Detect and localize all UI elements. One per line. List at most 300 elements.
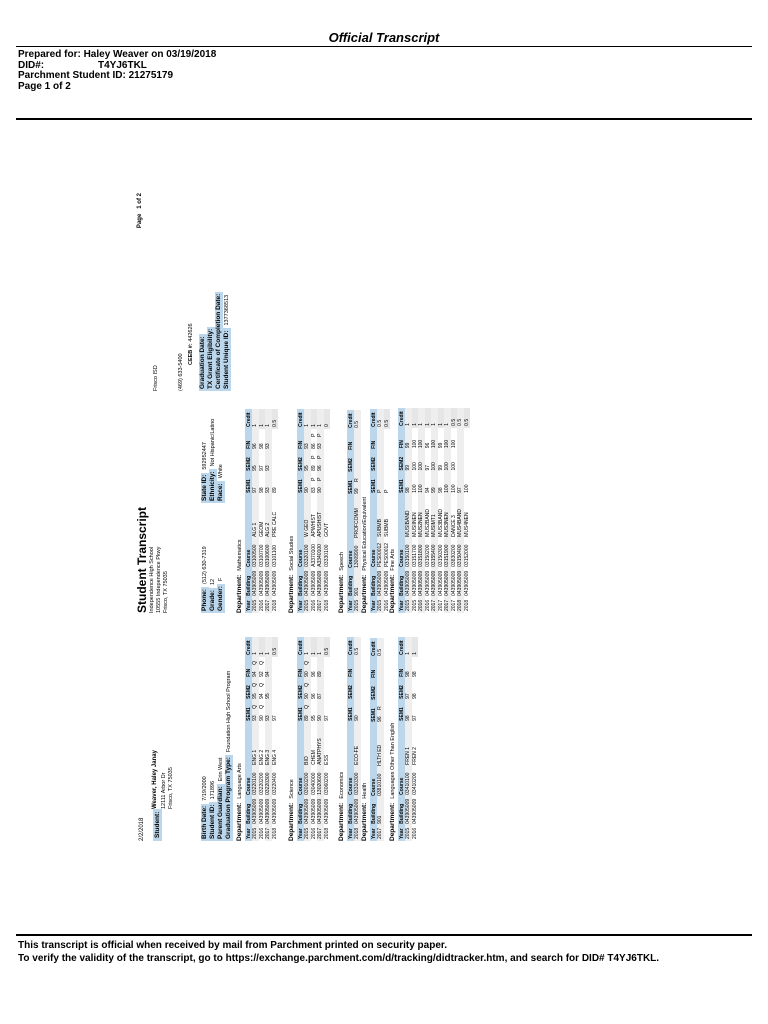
table-cell: Q	[304, 701, 311, 711]
table-cell: ENG 2	[258, 749, 265, 765]
table-cell: 96	[317, 461, 324, 473]
table-cell: 03100700	[258, 544, 265, 567]
table-row	[354, 410, 361, 613]
table-cell: 043905009	[377, 570, 383, 596]
table-cell: 043905009	[271, 570, 278, 596]
table-cell: SUBMB	[383, 519, 390, 537]
transcript-page-number	[137, 193, 143, 228]
table-cell: 03410200	[411, 772, 418, 795]
table-row	[324, 409, 331, 613]
footer-line-1: This transcript is official when received by mail from Parchment printed on security paper.	[18, 940, 448, 951]
table-cell: 043905009	[405, 798, 411, 824]
column-header-building: Building	[398, 797, 405, 826]
student-label: Student:	[153, 809, 162, 841]
phone-label: Phone:	[201, 588, 208, 611]
table-cell: R	[354, 474, 361, 484]
column-header-sem1: SEM1	[398, 473, 405, 495]
district-name: Frisco ISD	[153, 365, 159, 391]
column-header-sem2: SEM2	[370, 451, 377, 473]
gender-label: Gender:	[217, 586, 224, 611]
table-cell: 93	[265, 483, 272, 495]
table-cell: 043905009	[304, 570, 310, 596]
table-cell: 97	[323, 715, 330, 721]
column-header-year: Year	[245, 598, 252, 613]
table-cell: 03830200	[450, 544, 457, 567]
program-value: Foundation High School Program	[226, 670, 232, 753]
dept-label: Department:	[361, 802, 368, 841]
transcript-page	[133, 183, 621, 853]
column-header-course: Course	[347, 496, 354, 570]
table-cell: 03150400	[457, 539, 464, 569]
grad-date-label: Graduation Date:	[199, 336, 206, 389]
column-header-credit: Credit	[347, 637, 354, 657]
table-cell: 96	[424, 442, 431, 449]
unique-id-label: Student Unique ID:	[223, 330, 230, 389]
table-cell	[384, 473, 391, 483]
table-cell: 1	[412, 408, 419, 428]
table-cell: MUS4BAND	[457, 495, 464, 539]
table-cell: 95	[265, 689, 272, 701]
table-cell: 03040000	[310, 772, 317, 795]
column-header-sem1: SEM1	[398, 701, 405, 723]
column-header-sem1: SEM1	[370, 473, 377, 495]
table-cell: 03010200	[304, 767, 311, 797]
column-header-building: Building	[398, 569, 405, 598]
table-cell: Q	[258, 660, 265, 665]
column-header-sem1: SEM1	[347, 474, 354, 496]
table-cell	[272, 451, 279, 461]
state-info-block	[201, 419, 225, 503]
table-cell: Q	[304, 679, 311, 689]
column-header-course: Course	[398, 495, 405, 569]
table-row	[272, 637, 279, 841]
table-cell: 901	[377, 798, 384, 826]
table-cell: 2016	[418, 599, 424, 611]
table-cell: 03220400	[271, 772, 278, 795]
table-cell: 100	[411, 484, 418, 493]
table-cell	[377, 690, 384, 702]
column-header-fin: FIN	[398, 428, 405, 450]
divider-header	[16, 118, 752, 120]
table-cell: 96	[377, 712, 384, 724]
table-cell: 100	[411, 439, 418, 449]
table-cell: 03150200	[424, 544, 431, 567]
dept-label: Department:	[389, 574, 396, 613]
page-num: 1	[137, 205, 143, 209]
table-cell: 98	[411, 693, 418, 699]
table-cell: 043905009	[252, 570, 258, 596]
student-address	[161, 767, 175, 809]
column-header-sem1: SEM1	[370, 702, 377, 724]
table-cell: 2018	[323, 599, 330, 611]
grade-value: 12	[210, 578, 216, 586]
table-cell: 0.5	[377, 409, 384, 429]
table-cell: 043905009	[418, 570, 424, 596]
table-row	[272, 409, 279, 613]
table-cell	[272, 439, 279, 451]
dept-label: Department:	[236, 574, 243, 613]
column-header-building: Building	[297, 797, 304, 826]
column-header-year: Year	[398, 826, 405, 841]
table-cell: ECO-FE	[354, 723, 361, 767]
table-cell: 98	[437, 487, 444, 493]
table-cell: 0	[324, 409, 331, 429]
table-cell: 95	[304, 461, 311, 473]
table-cell: 1	[259, 409, 266, 429]
table-cell	[354, 462, 361, 474]
table-cell: FREN 2	[411, 747, 418, 765]
table-cell: 03100600	[265, 539, 272, 569]
table-cell: R	[377, 702, 384, 712]
table-cell: 97	[258, 465, 265, 471]
table-cell: 043905009	[265, 798, 271, 824]
column-header-course: Course	[245, 495, 252, 569]
table-cell: 96	[252, 439, 259, 451]
table-cell: MUS4NEN	[463, 512, 470, 537]
column-header-course: Course	[370, 724, 377, 798]
student-address-2: Frisco, TX 75035	[168, 767, 174, 809]
dept-heading-science	[288, 779, 295, 841]
table-cell: 0.5	[384, 409, 391, 429]
table-cell	[464, 450, 471, 460]
ethnicity-value: Not Hispanic/Latino	[210, 418, 216, 467]
table-cell	[354, 701, 361, 711]
table-cell: 94	[265, 667, 272, 679]
table-cell: 99	[405, 460, 412, 472]
table-cell	[272, 429, 279, 439]
table-cell: 043905009	[317, 798, 323, 824]
table-cell	[354, 667, 361, 679]
page-of: of	[137, 198, 143, 204]
dept-label: Department:	[288, 574, 295, 613]
table-cell: 97	[405, 689, 412, 701]
table-cell: 0.5	[354, 410, 361, 430]
table-cell: Q	[304, 657, 311, 667]
column-header-sem2: SEM2	[370, 680, 377, 702]
table-cell: 03810100	[377, 768, 384, 798]
table-cell: 1	[405, 637, 412, 657]
dept-name: Speech	[339, 552, 345, 571]
table-cell: PES00012	[377, 539, 384, 569]
table-cell: 2015	[252, 599, 258, 611]
table-cell: 97	[411, 715, 418, 721]
table-cell: HLTH ED	[377, 724, 384, 768]
table-cell: Q	[252, 679, 259, 689]
column-header-fin: FIN	[245, 657, 252, 679]
table-cell: 1	[317, 637, 324, 657]
grades-table-health	[370, 638, 384, 841]
table-cell: PES00012	[383, 542, 390, 567]
column-header-course: Course	[398, 723, 405, 797]
table-cell: 2018	[323, 827, 330, 839]
table-cell: Q	[258, 704, 265, 709]
school-address-2: Frisco, TX 75035	[163, 571, 169, 613]
table-cell	[324, 439, 331, 451]
table-cell: 92	[258, 671, 265, 677]
table-cell: 2017	[317, 599, 323, 611]
table-cell: 1	[431, 408, 438, 428]
column-header-year: Year	[370, 826, 377, 841]
table-cell: ANATPHYS	[317, 723, 324, 767]
prepared-for: Prepared for: Haley Weaver on 03/19/2018	[18, 49, 217, 60]
dept-name: Physical Education/Equivalent	[362, 497, 368, 571]
table-cell: 1	[311, 637, 318, 657]
table-cell: P	[310, 455, 317, 459]
table-cell: 83	[310, 487, 317, 493]
table-cell: SUBMB	[377, 495, 384, 539]
table-cell	[464, 438, 471, 450]
guardian-value: Erin West	[218, 757, 224, 782]
column-header-sem2: SEM2	[245, 679, 252, 701]
table-cell: 043905009	[323, 570, 330, 596]
table-cell: 2015	[405, 599, 411, 611]
column-header-credit: Credit	[347, 410, 354, 430]
grades-table-pe	[370, 409, 390, 613]
grades-table-math	[245, 409, 278, 613]
table-row	[464, 408, 471, 613]
table-row	[412, 637, 419, 841]
dept-name: Languages Other Than English	[390, 722, 396, 799]
table-cell: Q	[258, 682, 265, 687]
column-header-course: Course	[347, 723, 354, 797]
table-cell: 03155400	[431, 539, 438, 569]
table-cell: 2017	[265, 827, 271, 839]
table-cell: 2017	[377, 827, 383, 839]
table-cell: 1	[252, 637, 259, 657]
table-cell: 99	[354, 484, 361, 496]
table-cell: 03151900	[444, 539, 451, 569]
ceeb	[188, 323, 194, 365]
column-header-fin: FIN	[347, 657, 354, 679]
table-cell: MUSIBAND	[405, 495, 412, 539]
table-cell	[324, 451, 331, 461]
table-cell: 1	[438, 408, 445, 428]
table-cell: 043905009	[304, 798, 310, 824]
column-header-credit: Credit	[398, 637, 405, 657]
unique-id-value: 1377368513	[224, 294, 230, 326]
table-cell: W GEO	[304, 495, 311, 539]
table-cell: 99	[437, 464, 444, 471]
table-cell: 043905009	[317, 570, 323, 596]
table-cell: 0.5	[457, 408, 464, 428]
table-cell: 95	[252, 461, 259, 473]
table-cell: 2015	[377, 599, 383, 611]
table-cell	[354, 679, 361, 689]
column-header-sem2: SEM2	[398, 679, 405, 701]
table-cell: 2017	[444, 599, 450, 611]
table-cell: ENG 4	[271, 749, 278, 765]
table-cell: BIO	[304, 723, 311, 767]
table-cell: 1	[444, 408, 451, 428]
table-cell: 2016	[424, 599, 431, 611]
dept-name: Fine Arts	[390, 549, 396, 571]
table-cell	[272, 657, 279, 667]
table-cell: 100	[450, 484, 457, 493]
student-id-label: Student ID:	[209, 804, 216, 839]
ethnicity-label: Ethnicity:	[209, 471, 216, 501]
dept-name: Language Arts	[237, 763, 243, 799]
grades-table-speech	[347, 410, 361, 613]
table-cell: P	[377, 483, 384, 495]
transcript-title: Student Transcript	[135, 506, 149, 613]
table-cell: 1	[412, 637, 419, 657]
dept-name: Economics	[339, 771, 345, 799]
student-name: Weaver, Haley Janay	[152, 750, 158, 809]
grades-table-lote	[398, 637, 418, 841]
table-cell: Q	[252, 701, 259, 711]
dept-heading-speech	[338, 552, 345, 613]
table-cell: 043905009	[411, 798, 418, 824]
table-cell: 2015	[411, 599, 418, 611]
table-cell: 043905009	[405, 570, 411, 596]
dept-heading-pe	[361, 497, 368, 613]
column-header-year: Year	[245, 826, 252, 841]
table-cell: MUSIMT1	[431, 495, 438, 539]
table-cell: 97	[252, 483, 259, 495]
table-cell: 95	[252, 689, 259, 701]
column-header-building: Building	[245, 797, 252, 826]
table-cell: 043905009	[310, 570, 317, 596]
table-cell: MUS2NEN	[418, 495, 425, 539]
table-cell: 043905009	[463, 570, 470, 596]
table-cell: 100	[431, 462, 437, 471]
table-cell	[324, 701, 331, 711]
dept-label: Department:	[338, 574, 345, 613]
table-cell: APUSHIST	[317, 495, 324, 539]
table-cell: 98	[405, 711, 412, 723]
table-cell: 2015	[405, 827, 411, 839]
table-cell: 90	[258, 715, 265, 721]
footer-line-2: To verify the validity of the transcript, go to https://exchange.parchment.com/d/tracking/didtracker.htm, and search for DID# T4YJ6TKL.	[18, 953, 660, 964]
table-cell: 03151800	[418, 539, 425, 569]
table-cell: ENG 3	[265, 723, 272, 767]
table-cell: 043905009	[258, 570, 265, 596]
table-cell: 100	[444, 462, 450, 471]
column-header-course: Course	[297, 723, 304, 797]
table-cell	[324, 657, 331, 667]
table-cell: 2018	[354, 827, 360, 839]
column-header-credit: Credit	[297, 409, 304, 429]
program-label: Graduation Program Type:	[225, 757, 232, 839]
column-header-building: Building	[245, 569, 252, 598]
table-cell: 2016	[258, 599, 265, 611]
dept-heading-fine-arts	[389, 549, 396, 613]
table-cell: 13020600	[317, 767, 324, 797]
dept-heading-social	[288, 536, 295, 613]
table-cell: 1	[265, 409, 272, 429]
column-header-course: Course	[245, 723, 252, 797]
table-cell: 99	[437, 442, 444, 449]
table-cell: 0.5	[464, 408, 471, 428]
table-cell: 100	[418, 462, 424, 471]
table-cell: 0.5	[272, 409, 279, 429]
column-header-building: Building	[370, 569, 377, 598]
district-phone: (469) 633-5400	[178, 353, 184, 391]
table-cell: MUS3NEN	[444, 495, 451, 539]
table-cell: 043905009	[258, 798, 265, 824]
table-cell: 100	[418, 484, 424, 493]
column-header-year: Year	[297, 826, 304, 841]
table-cell: 100	[450, 439, 457, 449]
column-header-sem2: SEM2	[347, 679, 354, 701]
table-cell: 043905009	[437, 570, 444, 596]
table-cell: 0.5	[324, 637, 331, 657]
column-header-credit: Credit	[370, 638, 377, 658]
table-cell: 94	[258, 693, 265, 699]
table-cell: 97	[424, 464, 431, 471]
column-header-sem1: SEM1	[297, 701, 304, 723]
table-cell	[272, 667, 279, 679]
table-cell	[464, 460, 471, 472]
table-cell	[324, 483, 331, 495]
divider-top	[16, 46, 752, 47]
table-cell: ALG 2	[265, 495, 272, 539]
column-header-credit: Credit	[370, 409, 377, 429]
document-title: Official Transcript	[328, 30, 440, 45]
grades-table-fine-arts	[398, 408, 470, 613]
table-cell: 043905009	[424, 570, 431, 596]
table-cell: 03100500	[252, 539, 259, 569]
grades-table-social	[297, 409, 330, 613]
table-cell: 95	[310, 715, 317, 721]
dept-label: Department:	[236, 802, 243, 841]
column-header-fin: FIN	[370, 429, 377, 451]
table-cell: 043905009	[252, 798, 258, 824]
table-cell: P	[383, 489, 390, 493]
table-cell: FREN 1	[405, 723, 412, 767]
did-label: DID#:	[18, 59, 45, 71]
table-cell: 03150300	[437, 544, 444, 567]
column-header-credit: Credit	[245, 637, 252, 657]
race-value: White	[218, 464, 224, 479]
table-cell: 03310300	[354, 767, 361, 797]
dept-heading-lote	[389, 723, 396, 841]
column-header-fin: FIN	[297, 657, 304, 679]
column-header-credit: Credit	[398, 408, 405, 428]
table-cell: 1	[405, 408, 412, 428]
table-cell: 98	[405, 483, 412, 495]
column-header-course: Course	[297, 495, 304, 569]
table-cell: 0.5	[451, 408, 458, 428]
dept-label: Department:	[389, 802, 396, 841]
table-cell: 1	[304, 409, 311, 429]
table-cell: P	[317, 473, 324, 483]
dept-label: Department:	[288, 802, 295, 841]
table-cell: 043905009	[310, 798, 317, 824]
table-cell	[324, 461, 331, 473]
table-cell: 2015	[304, 599, 310, 611]
dept-label: Department:	[338, 802, 345, 841]
table-cell: P	[310, 477, 317, 481]
table-cell: 90	[317, 483, 324, 495]
table-cell: 043905009	[354, 798, 360, 824]
table-cell: 2017	[265, 599, 271, 611]
table-cell: ESS	[323, 754, 330, 765]
table-cell: 100	[431, 439, 437, 449]
table-cell: 99	[431, 483, 438, 495]
dept-name: Mathematics	[237, 539, 243, 571]
column-header-fin: FIN	[297, 429, 304, 451]
column-header-building: Building	[347, 570, 354, 598]
table-cell	[354, 657, 361, 667]
table-cell: ALG 1	[252, 495, 259, 539]
table-cell: 043905009	[383, 570, 390, 596]
table-cell	[272, 461, 279, 473]
table-cell: 89	[304, 711, 311, 723]
page-indicator: Page 1 of 2	[18, 80, 71, 92]
table-cell	[324, 429, 331, 439]
table-cell: 100	[450, 462, 457, 471]
